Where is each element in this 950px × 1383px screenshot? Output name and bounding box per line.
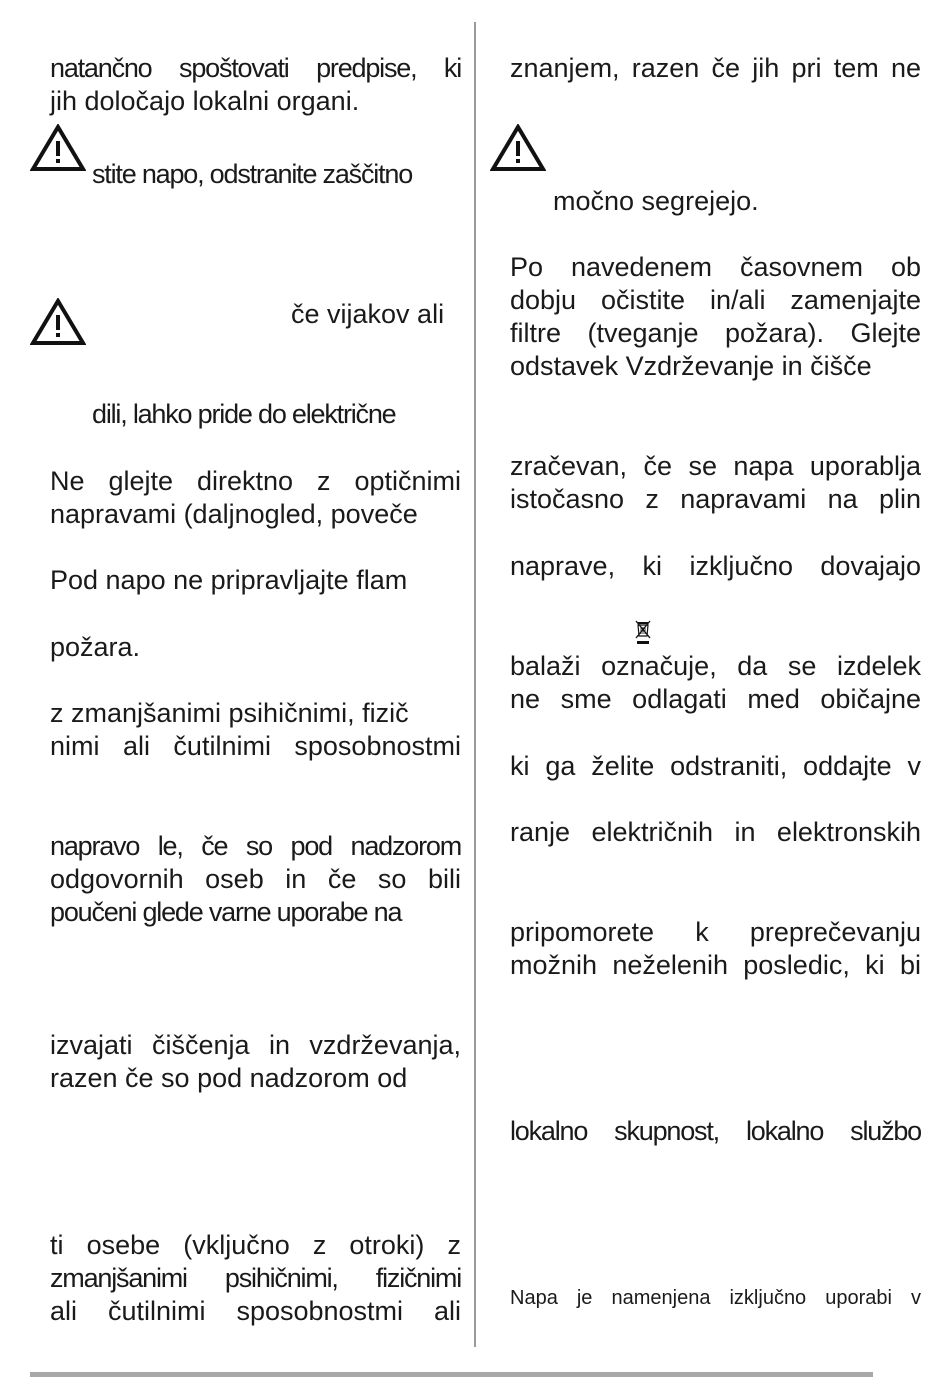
warning-triangle-icon xyxy=(30,124,86,172)
text-line: zmanjšanimi psihičnimi, fizičnimi xyxy=(50,1263,461,1293)
column-divider xyxy=(474,22,476,1347)
warning-triangle-icon xyxy=(490,124,546,172)
text-line: ne sme odlagati med običajne xyxy=(510,684,921,714)
text-line: razen če so pod nadzorom od xyxy=(50,1063,408,1093)
text-line: zračevan, če se napa uporablja xyxy=(510,451,921,481)
text-line: Ne glejte direktno z optičnimi xyxy=(50,466,461,496)
text-line: dobju očistite in/ali zamenjajte xyxy=(510,285,921,315)
text-line: napravo le, če so pod nadzorom xyxy=(50,831,461,861)
text-line: poučeni glede varne uporabe na xyxy=(50,897,402,927)
bottom-rule xyxy=(30,1372,873,1377)
text-line: napravami (daljnogled, poveče xyxy=(50,499,418,529)
text-line: jih določajo lokalni organi. xyxy=(50,86,360,116)
text-line: natančno spoštovati predpise, ki xyxy=(50,53,461,83)
text-line: ki ga želite odstraniti, oddajte v xyxy=(510,751,921,781)
text-line: Napa je namenjena izključno uporabi v xyxy=(510,1287,921,1309)
text-line: nimi ali čutilnimi sposobnostmi xyxy=(50,731,461,761)
text-line: možnih neželenih posledic, ki bi xyxy=(510,950,921,980)
text-line: lokalno skupnost, lokalno službo xyxy=(510,1116,921,1146)
text-line: izvajati čiščenja in vzdrževanja, xyxy=(50,1030,461,1060)
text-line: požara. xyxy=(50,632,141,662)
text-line: ranje električnih in elektronskih xyxy=(510,817,921,847)
crossed-out-bin-icon xyxy=(634,619,652,645)
text-line: če vijakov ali xyxy=(291,299,445,329)
text-line: stite napo, odstranite zaščitno xyxy=(92,159,413,189)
text-line: pripomorete k preprečevanju xyxy=(510,917,921,947)
text-line: naprave, ki izključno dovajajo xyxy=(510,551,921,581)
text-line: odstavek Vzdrževanje in čišče xyxy=(510,351,872,381)
text-line: z zmanjšanimi psihičnimi, fizič xyxy=(50,698,409,728)
text-line: močno segrejejo. xyxy=(553,186,759,216)
text-line: filtre (tveganje požara). Glejte xyxy=(510,318,921,348)
text-line: istočasno z napravami na plin xyxy=(510,484,921,514)
text-line: Pod napo ne pripravljajte flam xyxy=(50,565,408,595)
text-line: znanjem, razen če jih pri tem ne xyxy=(510,53,921,83)
text-line: ti osebe (vključno z otroki) z xyxy=(50,1230,461,1260)
text-line: odgovornih oseb in če so bili xyxy=(50,864,461,894)
text-line: dili, lahko pride do električne xyxy=(92,399,396,429)
text-line: Po navedenem časovnem ob xyxy=(510,252,921,282)
text-line: ali čutilnimi sposobnostmi ali xyxy=(50,1296,461,1326)
warning-triangle-icon xyxy=(30,298,86,346)
text-line: balaži označuje, da se izdelek xyxy=(510,651,921,681)
